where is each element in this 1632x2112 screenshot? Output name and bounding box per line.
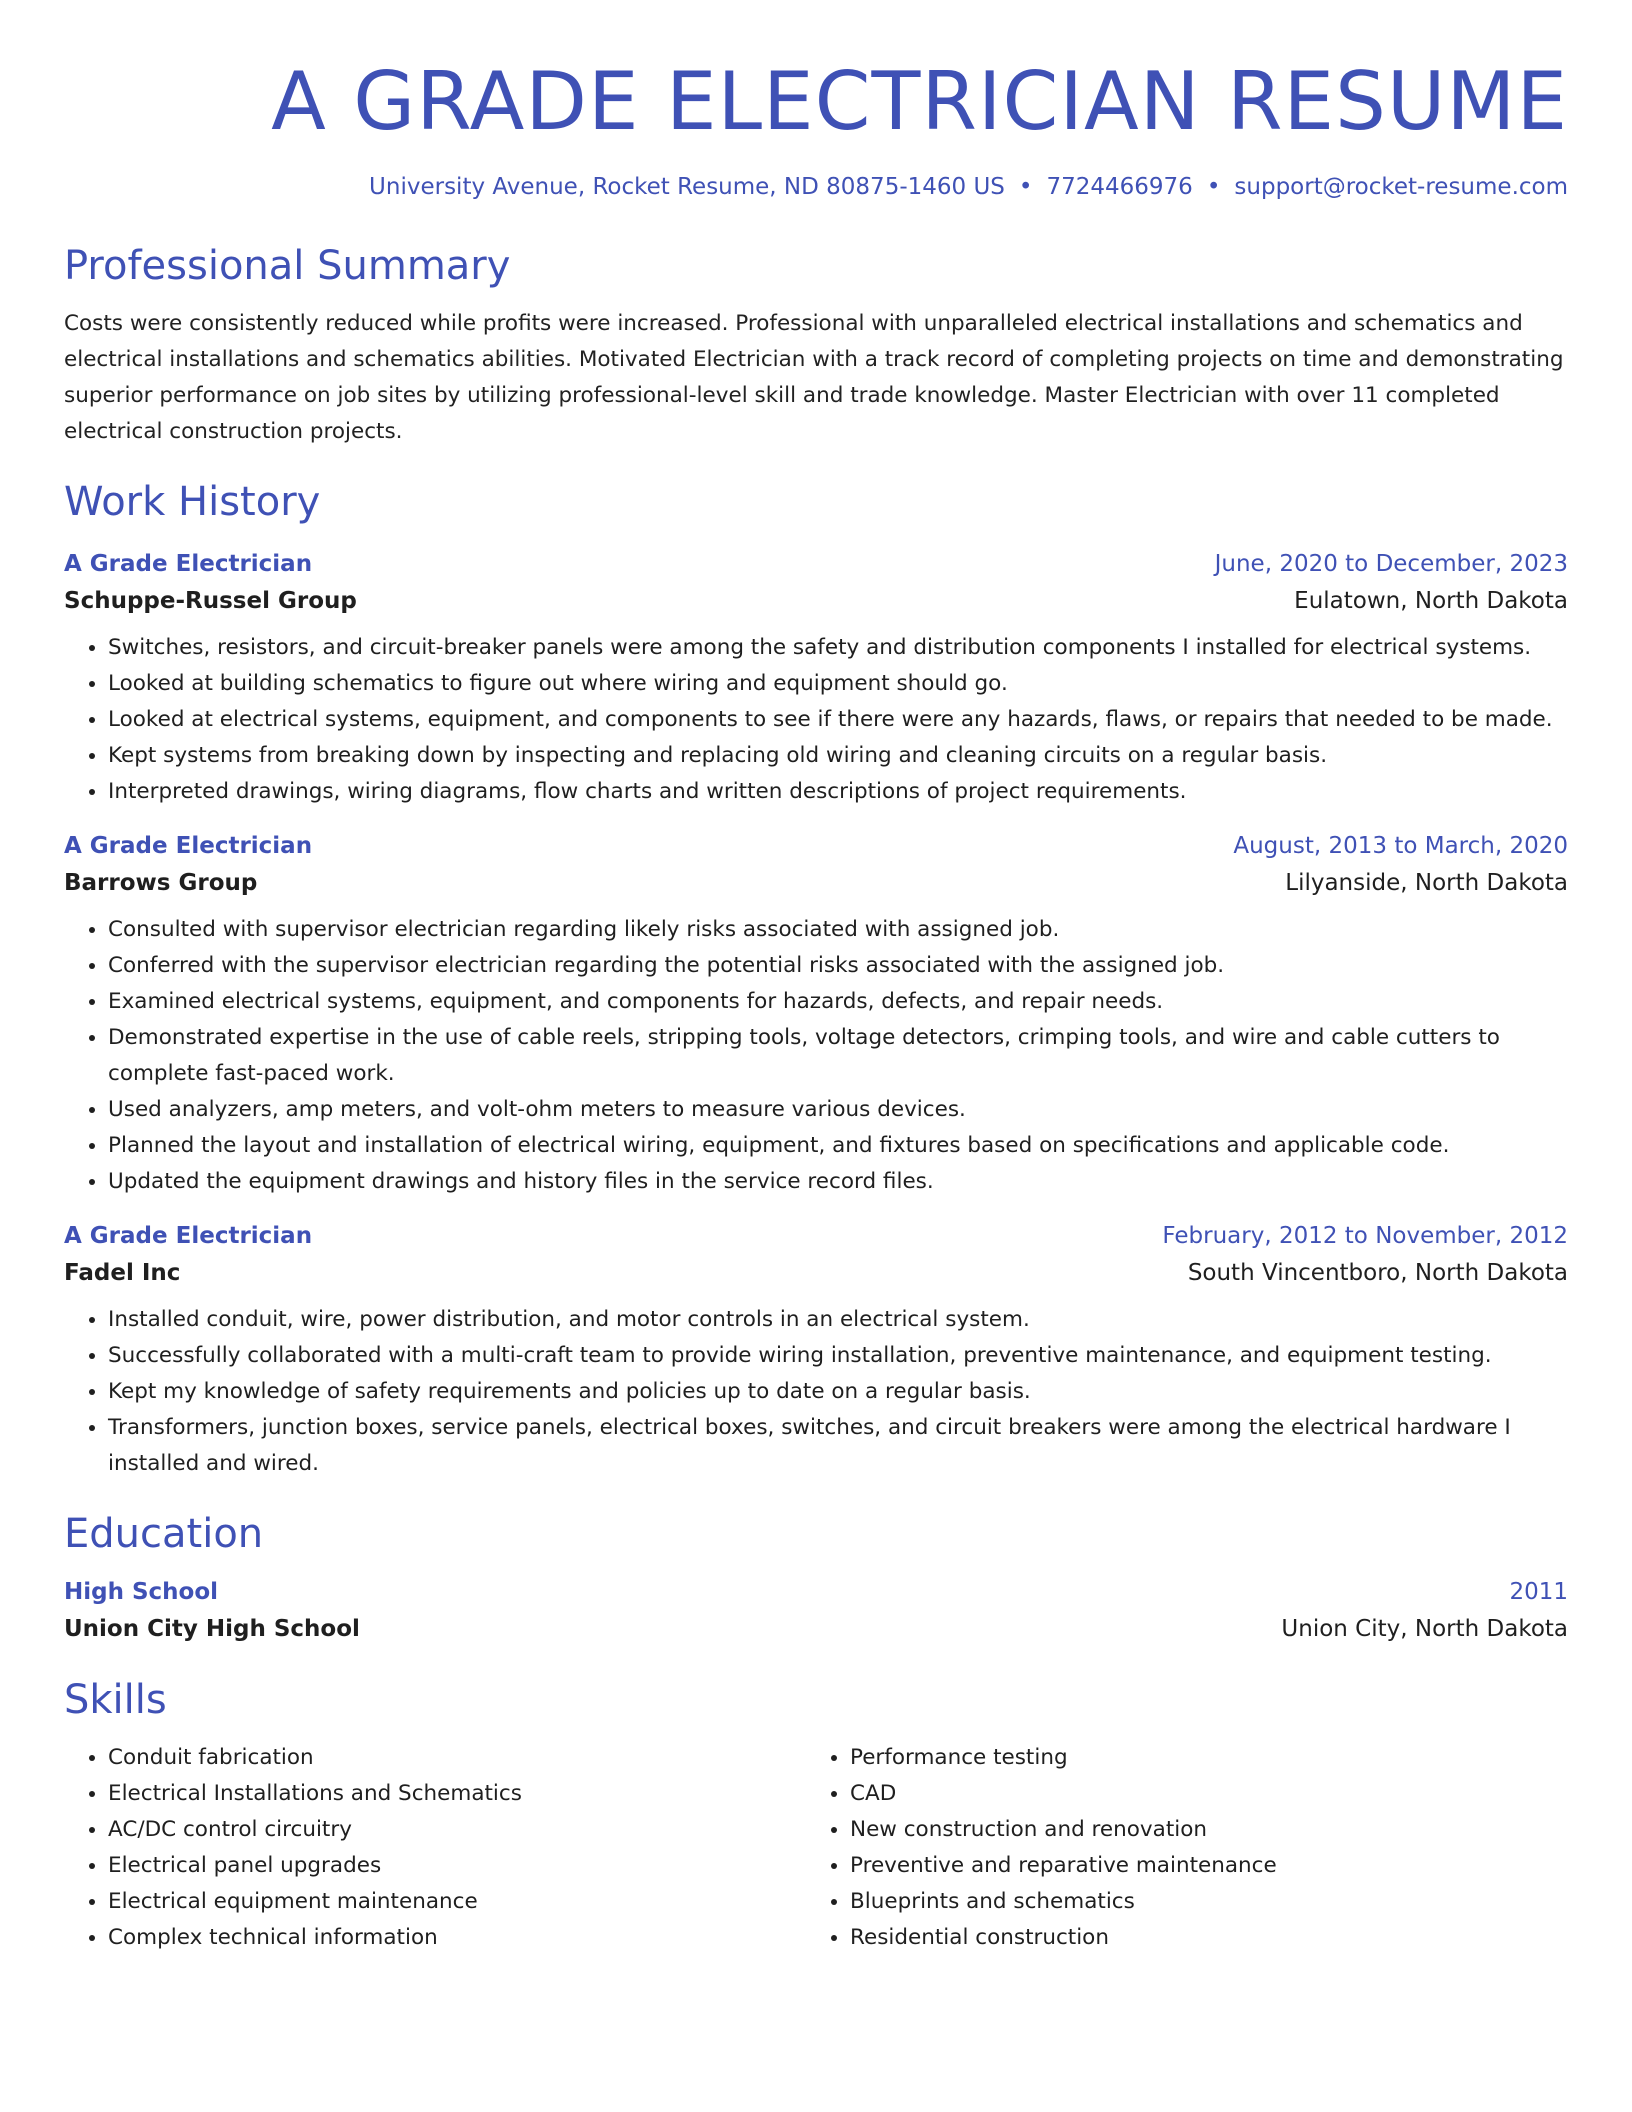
skill-item: • AC/DC control circuitry: [108, 1812, 806, 1848]
job-bullet: • Examined electrical systems, equipment, and components for hazards, defects, and repair needs.: [108, 984, 1568, 1020]
job-location: Eulatown, North Dakota: [1294, 588, 1568, 614]
job-entry: [64, 1218, 1568, 1482]
job-company: Barrows Group: [64, 870, 258, 896]
skills-column-right: [806, 1740, 1548, 1956]
skill-item: • Blueprints and schematics: [850, 1884, 1548, 1920]
section-title-summary: Professional Summary: [64, 243, 511, 289]
skill-item: • Electrical equipment maintenance: [108, 1884, 806, 1920]
separator-dot: •: [1206, 174, 1221, 200]
job-bullet: • Switches, resistors, and circuit-breaker panels were among the safety and distribution components I installed for electrical systems.: [108, 630, 1568, 666]
skill-item: • Preventive and reparative maintenance: [850, 1848, 1548, 1884]
skills-list: [64, 1740, 1568, 1956]
summary-text: Costs were consistently reduced while profits were increased. Professional with unparalleled electrical installations and schematics and electrical installations and schematics abilities. Motivated Electrician with a track record of completing projects on time and demonstrating superior performance on job sites by utilizing professional-level skill and trade knowledge. Master Electrician with over 11 completed electrical construction projects.: [64, 311, 1564, 444]
job-bullet: • Updated the equipment drawings and history files in the service record files.: [108, 1164, 1568, 1200]
job-bullet: • Transformers, junction boxes, service panels, electrical boxes, switches, and circuit breakers were among the electrical hardware I installed and wired.: [108, 1410, 1568, 1482]
skill-item: • Performance testing: [850, 1740, 1548, 1776]
skill-item: • Residential construction: [850, 1920, 1548, 1956]
job-bullet: • Looked at electrical systems, equipment, and components to see if there were any hazards, flaws, or repairs that needed to be made.: [108, 702, 1568, 738]
job-bullet: • Installed conduit, wire, power distribution, and motor controls in an electrical system.: [108, 1302, 1568, 1338]
job-dates: June, 2020 to December, 2023: [1214, 551, 1568, 577]
job-position: A Grade Electrician: [64, 833, 313, 859]
skill-item: • Complex technical information: [108, 1920, 806, 1956]
job-position: A Grade Electrician: [64, 1223, 313, 1249]
job-bullet: • Successfully collaborated with a multi-craft team to provide wiring installation, preventive maintenance, and equipment testing.: [108, 1338, 1568, 1374]
resume-title: A GRADE ELECTRICIAN RESUME: [271, 55, 1568, 148]
separator-dot: •: [1018, 174, 1033, 200]
contact-line: [64, 174, 1568, 200]
job-bullet: • Looked at building schematics to figure out where wiring and equipment should go.: [108, 666, 1568, 702]
job-bullet: • Consulted with supervisor electrician regarding likely risks associated with assigned job.: [108, 912, 1568, 948]
section-title-work-history: Work History: [64, 479, 321, 525]
address: University Avenue, Rocket Resume, ND 80875-1460 US: [369, 174, 1005, 200]
phone: 7724466976: [1046, 174, 1193, 200]
job-bullet: • Used analyzers, amp meters, and volt-ohm meters to measure various devices.: [108, 1092, 1568, 1128]
skill-item: • CAD: [850, 1776, 1548, 1812]
skill-item: • Conduit fabrication: [108, 1740, 806, 1776]
education-entry: [64, 1574, 1568, 1648]
resume-header: [64, 0, 1568, 200]
skills-column-left: [64, 1740, 806, 1956]
job-bullet: • Demonstrated expertise in the use of cable reels, stripping tools, voltage detectors, crimping tools, and wire and cable cutters to complete fast-paced work.: [108, 1020, 1568, 1092]
job-bullet: • Interpreted drawings, wiring diagrams, flow charts and written descriptions of project requirements.: [108, 774, 1568, 810]
skill-item: • Electrical Installations and Schematics: [108, 1776, 806, 1812]
job-bullet: • Kept systems from breaking down by inspecting and replacing old wiring and cleaning circuits on a regular basis.: [108, 738, 1568, 774]
section-title-skills: Skills: [64, 1677, 167, 1723]
job-bullets: [64, 630, 1568, 810]
job-entry: [64, 828, 1568, 1200]
email-link[interactable]: support@rocket-resume.com: [1234, 174, 1568, 200]
education-year: 2011: [1509, 1579, 1568, 1605]
job-company: Schuppe-Russel Group: [64, 588, 357, 614]
job-bullets: [64, 1302, 1568, 1482]
skill-item: • Electrical panel upgrades: [108, 1848, 806, 1884]
job-entry: [64, 546, 1568, 810]
degree: High School: [64, 1579, 219, 1605]
job-bullets: [64, 912, 1568, 1200]
job-bullet: • Planned the layout and installation of electrical wiring, equipment, and fixtures based on specifications and applicable code.: [108, 1128, 1568, 1164]
skill-item: • New construction and renovation: [850, 1812, 1548, 1848]
work-history-list: [64, 546, 1568, 1482]
job-location: Lilyanside, North Dakota: [1285, 870, 1568, 896]
school-name: Union City High School: [64, 1616, 360, 1642]
job-position: A Grade Electrician: [64, 551, 313, 577]
job-dates: February, 2012 to November, 2012: [1162, 1223, 1568, 1249]
school-location: Union City, North Dakota: [1281, 1616, 1568, 1642]
job-location: South Vincentboro, North Dakota: [1187, 1260, 1568, 1286]
section-title-education: Education: [64, 1511, 264, 1557]
job-bullet: • Conferred with the supervisor electrician regarding the potential risks associated with the assigned job.: [108, 948, 1568, 984]
job-company: Fadel Inc: [64, 1260, 181, 1286]
job-dates: August, 2013 to March, 2020: [1233, 833, 1568, 859]
job-bullet: • Kept my knowledge of safety requirements and policies up to date on a regular basis.: [108, 1374, 1568, 1410]
